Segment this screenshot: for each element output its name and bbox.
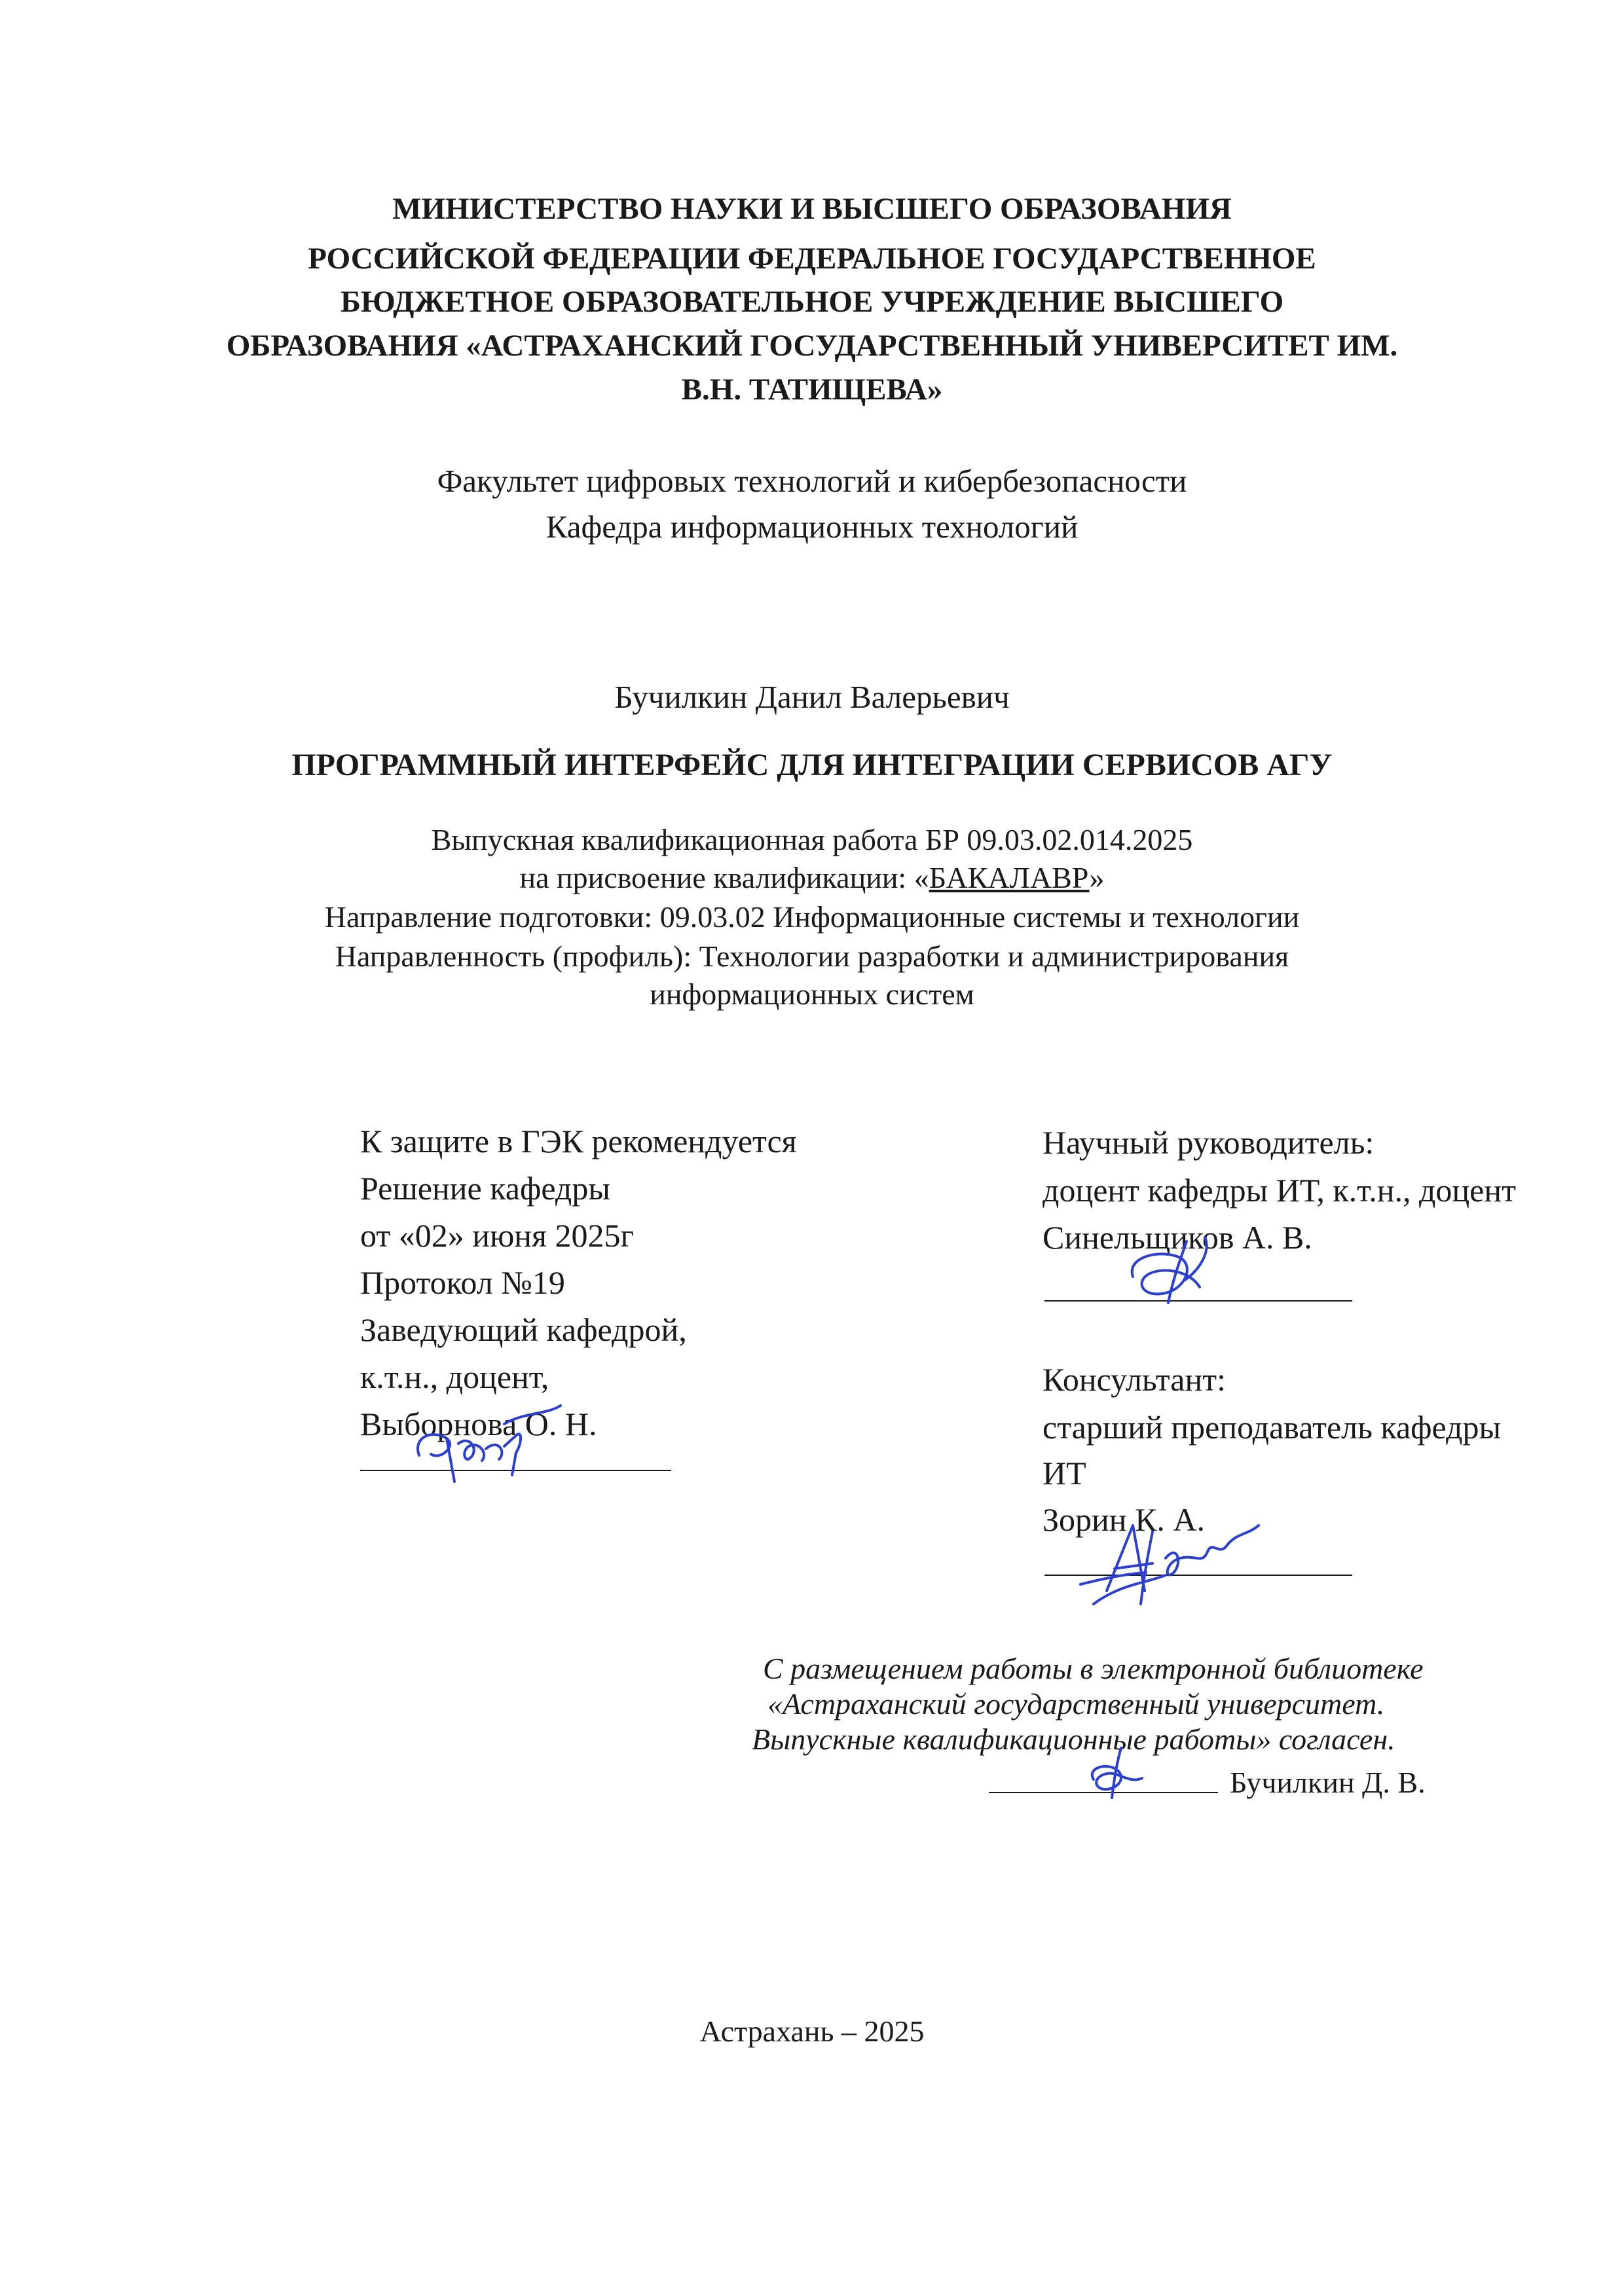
approval-line-1: К защите в ГЭК рекомендуется — [360, 1123, 797, 1159]
approval-line-6: к.т.н., доцент, — [360, 1358, 549, 1395]
ministry-line-2: РОССИЙСКОЙ ФЕДЕРАЦИИ ФЕДЕРАЛЬНОЕ ГОСУДАРСТВЕННОЕ — [308, 242, 1316, 276]
consultant-signature — [1067, 1506, 1264, 1617]
supervisor-name: Синельщиков А. В. — [1043, 1219, 1312, 1256]
approval-line-5: Заведующий кафедрой, — [360, 1311, 687, 1348]
ministry-line-5: В.Н. ТАТИЩЕВА» — [681, 373, 943, 407]
qualification-suffix: » — [1089, 861, 1105, 894]
direction-line: Направление подготовки: 09.03.02 Информационные системы и технологии — [324, 900, 1300, 934]
author-name: Бучилкин Данил Валерьевич — [614, 679, 1010, 715]
approval-line-4: Протокол №19 — [360, 1264, 565, 1301]
supervisor-position: доцент кафедры ИТ, к.т.н., доцент — [1043, 1172, 1516, 1209]
qualification-prefix: на присвоение квалификации: « — [519, 861, 929, 894]
approval-line-3: от «02» июня 2025г — [360, 1217, 635, 1254]
supervisor-signature — [1113, 1231, 1231, 1313]
qualification-value: БАКАЛАВР — [929, 861, 1090, 894]
city-year: Астрахань – 2025 — [699, 2014, 925, 2048]
consent-line-1: С размещением работы в электронной библиотеке — [763, 1652, 1424, 1685]
head-signature — [406, 1398, 563, 1499]
profile-line-1: Направленность (профиль): Технологии разработки и администрирования — [335, 939, 1289, 973]
consultant-name: Зорин К. А. — [1043, 1501, 1206, 1538]
ministry-line-1: МИНИСТЕРСТВО НАУКИ И ВЫСШЕГО ОБРАЗОВАНИЯ — [392, 192, 1232, 226]
profile-line-2: информационных систем — [650, 977, 974, 1011]
work-code-line: Выпускная квалификационная работа БР 09.03.02.014.2025 — [431, 823, 1193, 856]
author-signature — [1074, 1741, 1146, 1804]
consultant-label: Консультант: — [1043, 1361, 1226, 1398]
consultant-dept: ИТ — [1043, 1455, 1086, 1491]
ministry-line-4: ОБРАЗОВАНИЯ «АСТРАХАНСКИЙ ГОСУДАРСТВЕННЫЙ УНИВЕРСИТЕТ ИМ. — [226, 329, 1398, 363]
consent-line-3: Выпускные квалификационные работы» согласен. — [752, 1722, 1395, 1756]
supervisor-label: Научный руководитель: — [1043, 1124, 1375, 1161]
department-name: Кафедра информационных технологий — [545, 509, 1079, 545]
work-title: ПРОГРАММНЫЙ ИНТЕРФЕЙС ДЛЯ ИНТЕГРАЦИИ СЕРВИСОВ АГУ — [291, 748, 1333, 782]
consultant-position: старший преподаватель кафедры — [1043, 1409, 1502, 1446]
consent-signer: Бучилкин Д. В. — [1230, 1766, 1426, 1799]
consent-line-2: «Астраханский государственный университет. — [767, 1687, 1385, 1721]
ministry-line-3: БЮДЖЕТНОЕ ОБРАЗОВАТЕЛЬНОЕ УЧРЕЖДЕНИЕ ВЫСШЕГО — [340, 285, 1284, 319]
faculty-name: Факультет цифровых технологий и кибербезопасности — [437, 463, 1187, 499]
approval-line-7: Выборнова О. Н. — [360, 1406, 597, 1442]
approval-line-2: Решение кафедры — [360, 1170, 610, 1207]
qualification-line — [0, 863, 1624, 893]
